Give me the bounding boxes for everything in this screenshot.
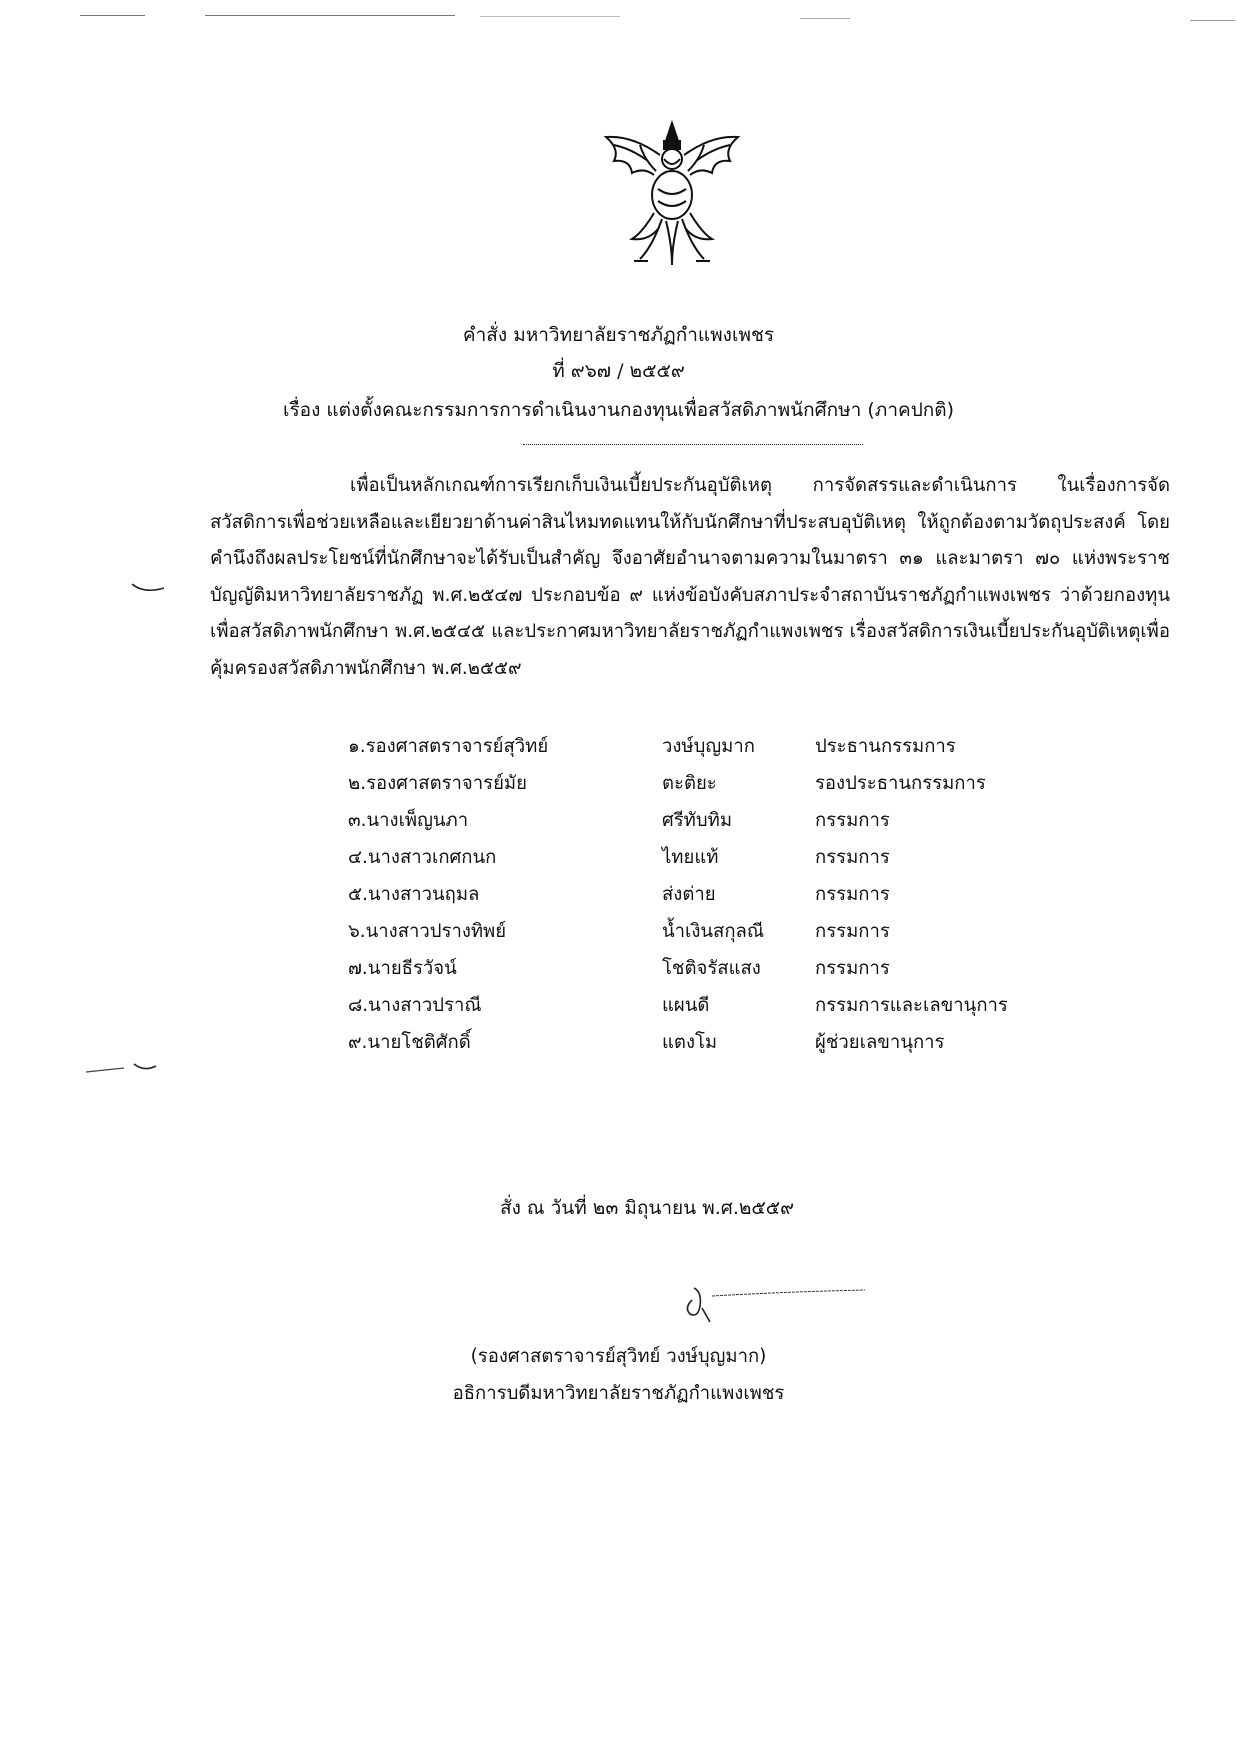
member-name: ๔.นางสาวเกศกนก bbox=[348, 847, 497, 868]
member-role: กรรมการ bbox=[815, 958, 890, 979]
committee-row bbox=[0, 732, 1237, 769]
member-surname: โชติจรัสแสง bbox=[662, 958, 761, 979]
member-surname: ศรีทับทิม bbox=[662, 810, 733, 831]
member-name: ๓.นางเพ็ญนภา bbox=[348, 810, 469, 831]
scan-artifact-line bbox=[1190, 20, 1235, 21]
member-role: ประธานกรรมการ bbox=[815, 736, 956, 757]
scan-artifact-line bbox=[480, 16, 620, 17]
order-subject: เรื่อง แต่งตั้งคณะกรรมการการดำเนินงานกองทุนเพื่อสวัสดิภาพนักศึกษา (ภาคปกติ) bbox=[282, 399, 955, 421]
dotted-separator bbox=[523, 444, 863, 445]
member-surname: วงษ์บุญมาก bbox=[662, 736, 755, 757]
committee-row bbox=[0, 806, 1237, 843]
member-name: ๑.รองศาสตราจารย์สุวิทย์ bbox=[348, 736, 549, 757]
committee-row bbox=[0, 769, 1237, 806]
scan-artifact-line bbox=[80, 15, 145, 16]
scan-margin-mark bbox=[130, 580, 170, 600]
committee-row bbox=[0, 880, 1237, 917]
member-role: กรรมการ bbox=[815, 884, 890, 905]
member-name: ๕.นางสาวนฤมล bbox=[348, 884, 480, 905]
member-role: กรรมการและเลขานุการ bbox=[815, 995, 1008, 1016]
member-surname: ตะติยะ bbox=[662, 773, 717, 794]
member-role: รองประธานกรรมการ bbox=[815, 773, 986, 794]
member-role: ผู้ช่วยเลขานุการ bbox=[815, 1032, 945, 1053]
member-name: ๒.รองศาสตราจารย์มัย bbox=[348, 773, 527, 794]
signer-title: อธิการบดีมหาวิทยาลัยราชภัฏกำแพงเพชร bbox=[452, 1383, 785, 1404]
order-date: สั่ง ณ วันที่ ๒๓ มิถุนายน พ.ศ.๒๕๕๙ bbox=[500, 1197, 795, 1219]
preamble-paragraph: เพื่อเป็นหลักเกณฑ์การเรียกเก็บเงินเบี้ยประกันอุบัติเหตุ การจัดสรรและดำเนินการ ในเรื่องการจัดสวัสดิการเพื่อช่วยเหลือและเยียวยาด้านค่าสินไหมทดแทนให้กับนักศึกษาที่ประสบอุบัติเหตุ ให้ถูกต้องตามวัตถุประสงค์ โดยคำนึงถึงผลประโยชน์ที่นักศึกษาจะได้รับเป็นสำคัญ จึงอาศัยอำนาจตามความในมาตรา ๓๑ และมาตรา ๗๐ แห่งพระราชบัญญัติมหาวิทยาลัยราชภัฏ พ.ศ.๒๕๔๗ ประกอบข้อ ๙ แห่งข้อบังคับสภาประจำสถาบันราชภัฏกำแพงเพชร ว่าด้วยกองทุนเพื่อสวัสดิภาพนักศึกษา พ.ศ.๒๕๔๕ และประกาศมหาวิทยาลัยราชภัฏกำแพงเพชร เรื่องสวัสดิการเงินเบี้ยประกันอุบัติเหตุเพื่อคุ้มครองสวัสดิภาพนักศึกษา พ.ศ.๒๕๕๙ bbox=[210, 475, 1170, 679]
scan-artifact-line bbox=[205, 15, 455, 16]
member-surname: แผนดี bbox=[662, 995, 710, 1016]
member-name: ๙.นายโชติศักดิ์ bbox=[348, 1032, 471, 1053]
handwritten-signature bbox=[680, 1278, 880, 1328]
member-role: กรรมการ bbox=[815, 810, 890, 831]
signer-name: (รองศาสตราจารย์สุวิทย์ วงษ์บุญมาก) bbox=[470, 1346, 767, 1367]
member-surname: ไทยแท้ bbox=[662, 847, 719, 868]
committee-row bbox=[0, 843, 1237, 880]
scan-artifact-line bbox=[800, 18, 850, 19]
member-name: ๗.นายธีรวัจน์ bbox=[348, 958, 457, 979]
garuda-emblem bbox=[592, 115, 752, 275]
member-surname: ส่งต่าย bbox=[662, 884, 716, 905]
scan-margin-mark bbox=[84, 1058, 164, 1078]
committee-row bbox=[0, 954, 1237, 991]
order-issuer: คำสั่ง มหาวิทยาลัยราชภัฏกำแพงเพชร bbox=[462, 324, 775, 346]
member-surname: น้ำเงินสกุลณี bbox=[662, 921, 765, 942]
member-name: ๘.นางสาวปราณี bbox=[348, 995, 482, 1016]
member-role: กรรมการ bbox=[815, 847, 890, 868]
member-name: ๖.นางสาวปรางทิพย์ bbox=[348, 921, 507, 942]
committee-row bbox=[0, 991, 1237, 1028]
committee-row bbox=[0, 917, 1237, 954]
member-surname: แตงโม bbox=[662, 1032, 718, 1053]
order-number: ที่ ๙๖๗ / ๒๕๕๙ bbox=[552, 360, 685, 382]
committee-row bbox=[0, 1028, 1237, 1065]
member-role: กรรมการ bbox=[815, 921, 890, 942]
committee-list bbox=[0, 732, 1237, 1072]
